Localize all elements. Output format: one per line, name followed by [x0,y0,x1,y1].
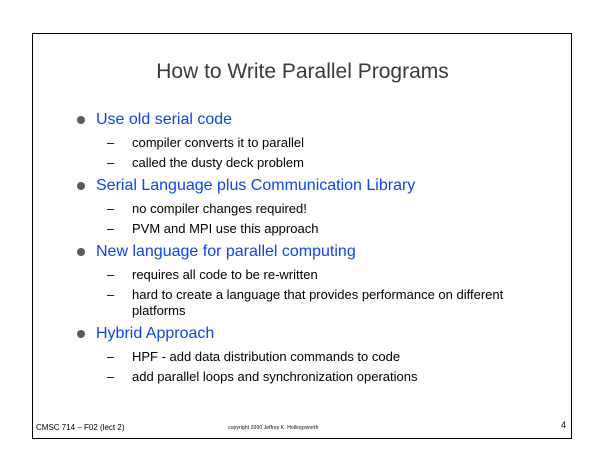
page-number: 4 [561,420,567,430]
sub-bullet-item [96,201,536,217]
sub-bullet-item [96,221,536,237]
sub-bullet-list [96,135,536,171]
sub-bullet-item [96,287,536,319]
sub-bullet-item [96,349,536,365]
bullet-list [76,107,536,389]
sub-bullet-item [96,369,536,385]
sub-bullet-text: called the dusty deck problem [132,155,304,170]
bullet-dot-icon [77,182,85,190]
sub-bullet-list [96,349,536,385]
sub-bullet-text: PVM and MPI use this approach [132,221,319,236]
sub-bullet-text: add parallel loops and synchronization operations [132,369,418,384]
bullet-label: Use old serial code [96,111,233,128]
footer-course: CMSC 714 – F02 (lect 2) [36,423,125,432]
sub-bullet-item [96,155,536,171]
sub-bullet-text: HPF - add data distribution commands to code [132,349,401,364]
slide-title: How to Write Parallel Programs [156,60,449,83]
bullet-dot-icon [77,330,85,338]
bullet-item [76,323,536,385]
dash-icon: – [107,349,115,364]
bullet-item [76,175,536,237]
bullet-dot-icon [77,248,85,256]
dash-icon: – [107,221,115,236]
bullet-label: Hybrid Approach [96,325,215,342]
footer-copyright: copyright 2000 Jeffrey K. Hollingsworth [228,425,319,431]
dash-icon: – [107,287,115,302]
bullet-label: New language for parallel computing [96,243,356,260]
sub-bullet-item [96,135,536,151]
dash-icon: – [107,155,115,170]
sub-bullet-list [96,267,536,319]
sub-bullet-text: hard to create a language that provides performance on different platforms [132,287,504,318]
dash-icon: – [107,201,115,216]
sub-bullet-text: requires all code to be re-written [132,267,318,282]
sub-bullet-list [96,201,536,237]
bullet-item [76,241,536,319]
sub-bullet-item [96,267,536,283]
dash-icon: – [107,135,115,150]
dash-icon: – [107,369,115,384]
bullet-item [76,109,536,171]
sub-bullet-text: no compiler changes required! [132,201,307,216]
bullet-dot-icon [77,116,85,124]
dash-icon: – [107,267,115,282]
bullet-label: Serial Language plus Communication Library [96,177,416,194]
sub-bullet-text: compiler converts it to parallel [132,135,304,150]
